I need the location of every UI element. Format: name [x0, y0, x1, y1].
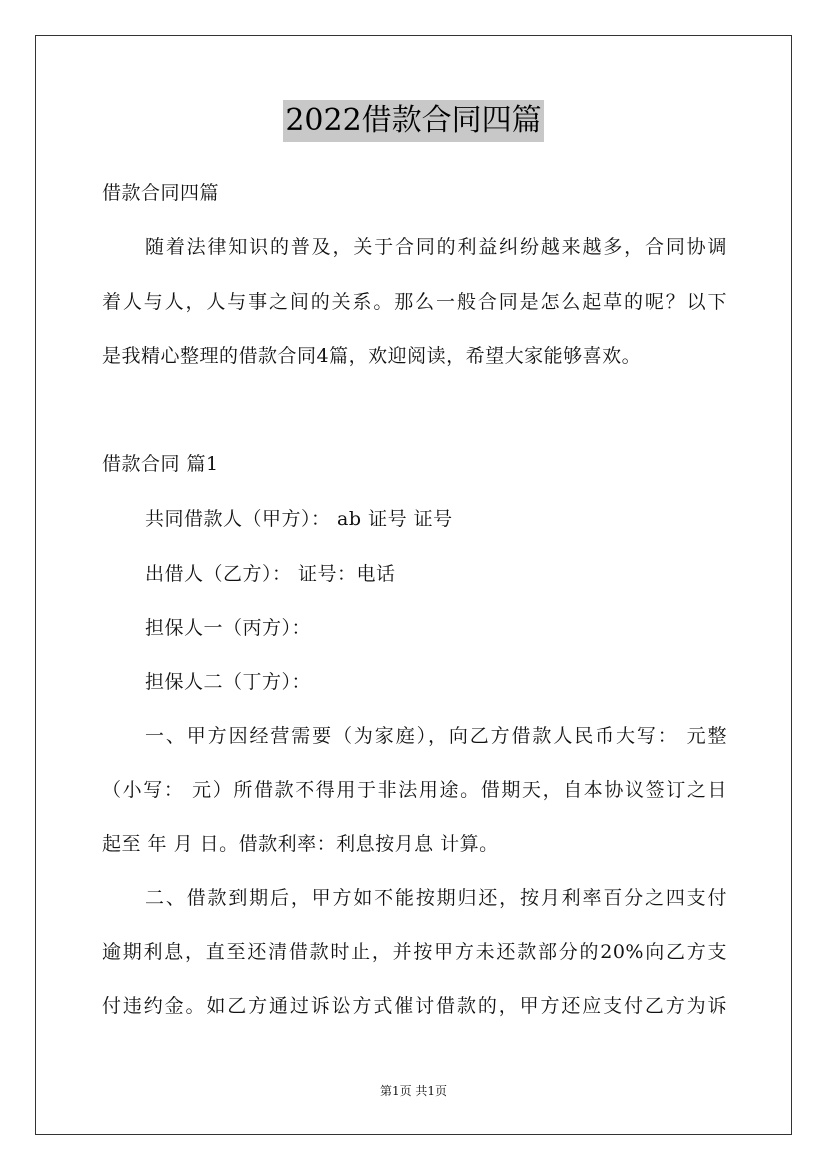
- party-lender: 出借人（乙方）： 证号：电话: [145, 563, 396, 585]
- document-title: 2022借款合同四篇: [283, 100, 543, 142]
- intro-line-1: 随着法律知识的普及，关于合同的利益纠纷越来越多，合同协调: [145, 236, 727, 258]
- clause2-line-2: 逾期利息，直至还清借款时止，并按甲方未还款部分的20%向乙方支: [102, 941, 727, 963]
- clause1-line-3: 起至 年 月 日。借款利率：利息按月息 计算。: [102, 833, 499, 855]
- document-heading: 借款合同四篇: [102, 182, 220, 204]
- clause1-line-2: （小写： 元）所借款不得用于非法用途。借期天，自本协议签订之日: [102, 779, 727, 801]
- page-number-footer: 第1页 共1页: [379, 1084, 448, 1098]
- clause1-line-1: 一、甲方因经营需要（为家庭），向乙方借款人民币大写： 元整: [145, 725, 727, 747]
- intro-line-3: 是我精心整理的借款合同4篇，欢迎阅读，希望大家能够喜欢。: [102, 345, 642, 367]
- clause2-line-3: 付违约金。如乙方通过诉讼方式催讨借款的，甲方还应支付乙方为诉: [102, 995, 727, 1017]
- party-guarantor-2: 担保人二（丁方）：: [145, 671, 312, 693]
- party-borrower: 共同借款人（甲方）： ab 证号 证号: [145, 508, 453, 530]
- section1-heading: 借款合同 篇1: [102, 453, 219, 475]
- intro-line-2: 着人与人，人与事之间的关系。那么一般合同是怎么起草的呢？以下: [102, 291, 727, 313]
- party-guarantor-1: 担保人一（丙方）：: [145, 617, 312, 639]
- title-container: [0, 100, 827, 142]
- clause2-line-1: 二、借款到期后，甲方如不能按期归还，按月利率百分之四支付: [145, 887, 727, 909]
